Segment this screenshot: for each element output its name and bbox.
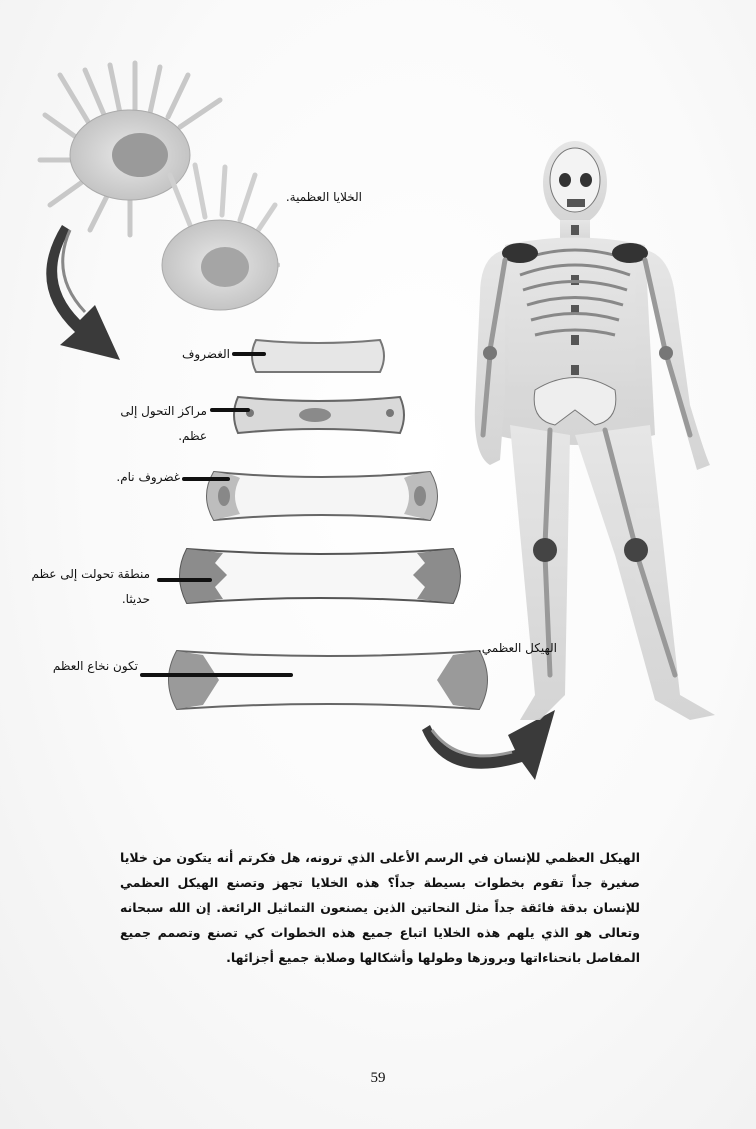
pointer-marrow [140,673,293,677]
page-number: 59 [370,1070,386,1086]
label-marrow: تكون نخاع العظم [52,659,138,673]
bone-stage-illustration [248,336,388,376]
pointer-new-bone-zone [157,578,212,582]
bone-stage-illustration [202,466,442,526]
label-growing-cartilage: غضروف نام. [116,470,180,484]
label-new-bone-zone-2: حديثا. [121,592,150,606]
pointer-growing-cartilage [182,477,230,481]
label-bone-cells: الخلايا العظمية. [285,190,362,204]
bone-stage-illustration [175,543,465,609]
bone-stage-illustration [230,393,408,438]
label-ossification-centers-1: مراكز التحول إلى [120,404,207,418]
curved-arrow-icon [40,220,160,365]
label-cartilage: الغضروف [181,347,230,361]
label-ossification-centers-2: عظم. [178,429,207,443]
pointer-ossification-centers [210,408,250,412]
label-skeleton: الهيكل العظمي. [477,641,557,655]
pointer-cartilage [232,352,266,356]
label-new-bone-zone-1: منطقة تحولت إلى عظم [31,567,150,581]
body-paragraph: الهيكل العظمي للإنسان في الرسم الأعلى الذي ترونه، هل فكرتم أنه يتكون من خلايا صغيرة جداً تقوم بخطوات بسيطة جداً؟ هذه الخلايا تجهز وتصنع الهيكل العظمي للإنسان بدقة فائقة جداً مثل النحاتين الذين يصنعون التماثيل الرائعة. إن الله سبحانه وتعالى هو الذي يلهم هذه الخلايا اتباع جميع هذه الخطوات كي تصنع وتصمم جميع المفاصل بانحناءاتها وبروزها وطولها وأشكالها وصلابة جميع أجزائها. [120,850,640,965]
